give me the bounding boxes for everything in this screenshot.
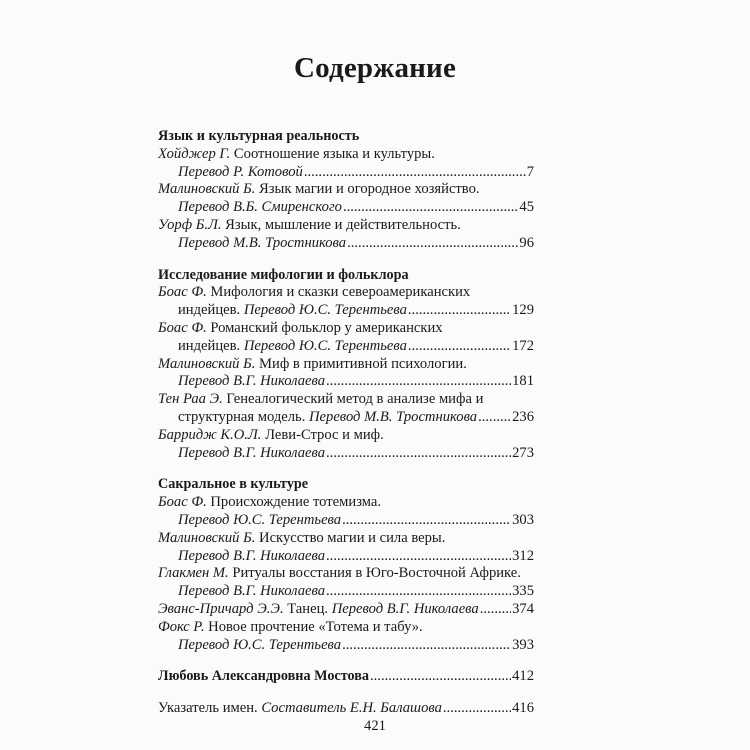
entry-title: Происхождение тотемизма. <box>206 494 382 511</box>
toc-entry <box>158 619 534 655</box>
entry-author: Барридж К.О.Л. <box>158 426 262 443</box>
entry-translator: Перевод М.В. Тростникова <box>178 234 347 251</box>
entry-page: 393 <box>512 636 534 653</box>
entry-title: Любовь Александровна Мостова <box>158 668 369 685</box>
entry-title: Ритуалы восстания в Юго-Восточной Африке. <box>228 565 521 582</box>
entry-translator: Перевод В.Г. Николаева <box>331 600 479 617</box>
index-label: Указатель имен. <box>158 700 262 717</box>
entry-title: Новое прочтение «Тотема и табу». <box>204 618 423 635</box>
leader-dots <box>304 164 526 182</box>
entry-page: 172 <box>512 337 534 354</box>
toc-entry <box>158 181 534 217</box>
leader-dots <box>342 512 511 530</box>
entry-title: Язык, мышление и действительность. <box>221 216 461 233</box>
leader-dots <box>343 199 518 217</box>
entry-title: Искусство магии и сила веры. <box>255 529 446 546</box>
entry-translator: Перевод В.Г. Николаева <box>178 444 326 461</box>
entry-translator: Перевод В.Г. Николаева <box>178 373 326 390</box>
entry-page: 96 <box>519 234 534 251</box>
page-title: Содержание <box>293 52 457 84</box>
leader-dots <box>408 302 511 320</box>
entry-title: Романский фольклор у американских <box>206 319 443 336</box>
entry-page: 129 <box>512 302 534 319</box>
toc-entry <box>158 494 534 530</box>
toc-section-1 <box>158 128 534 253</box>
toc-entry <box>158 284 534 320</box>
entry-author: Боас Ф. <box>158 494 207 511</box>
leader-dots <box>478 409 511 427</box>
leader-dots <box>326 445 511 463</box>
entry-title: Миф в примитивной психологии. <box>255 355 467 372</box>
toc-entry-mostova <box>158 668 534 686</box>
entry-author: Боас Ф. <box>158 284 207 301</box>
entry-translator: Перевод Р. Котовой <box>178 163 303 180</box>
entry-page: 236 <box>512 408 534 425</box>
toc-entry <box>158 146 534 182</box>
entry-translator: Перевод М.В. Тростникова <box>309 408 478 425</box>
index-compiler: Составитель Е.Н. Балашова <box>261 700 442 717</box>
toc-entry <box>158 530 534 566</box>
leader-dots <box>326 583 511 601</box>
entry-author: Малиновский Б. <box>158 529 256 546</box>
entry-title-cont: индейцев. <box>178 337 244 354</box>
entry-title: Генеалогический метод в анализе мифа и <box>222 391 484 408</box>
toc-entry-index <box>158 700 534 718</box>
toc-entry <box>158 217 534 253</box>
entry-title-cont: структурная модель. <box>178 408 310 425</box>
entry-title: Мифология и сказки североамериканских <box>206 284 471 301</box>
leader-dots <box>342 637 511 655</box>
section-title: Исследование мифологии и фольклора <box>158 266 409 283</box>
entry-author: Малиновский Б. <box>158 355 256 372</box>
entry-title: Язык магии и огородное хозяйство. <box>255 181 480 198</box>
entry-page: 303 <box>512 511 534 528</box>
entry-page: 412 <box>512 668 534 685</box>
toc-entry <box>158 391 534 427</box>
entry-author: Тен Раа Э. <box>158 391 223 408</box>
leader-dots <box>443 700 511 718</box>
entry-translator: Перевод Ю.С. Терентьева <box>178 636 342 653</box>
leader-dots <box>408 338 511 356</box>
entry-translator: Перевод Ю.С. Терентьева <box>243 337 407 354</box>
entry-translator: Перевод В.Б. Смиренского <box>178 199 342 216</box>
entry-page: 335 <box>512 583 534 600</box>
entry-page: 7 <box>526 163 534 180</box>
toc-section-3 <box>158 476 534 654</box>
entry-translator: Перевод Ю.С. Терентьева <box>178 511 342 528</box>
entry-author: Хойджер Г. <box>158 145 231 162</box>
entry-title: Леви-Строс и миф. <box>261 426 384 443</box>
toc-entry <box>158 356 534 392</box>
entry-author: Фокс Р. <box>158 618 205 635</box>
leader-dots <box>347 235 518 253</box>
entry-page: 45 <box>519 199 534 216</box>
toc-entry <box>158 565 534 601</box>
entry-title: Танец. <box>283 600 332 617</box>
section-title: Язык и культурная реальность <box>158 128 360 144</box>
page-number: 421 <box>364 718 386 734</box>
entry-page: 181 <box>512 373 534 390</box>
entry-author: Боас Ф. <box>158 319 207 336</box>
toc-section-2 <box>158 267 534 463</box>
table-of-contents <box>158 128 534 718</box>
entry-page: 374 <box>512 600 534 617</box>
section-title: Сакральное в культуре <box>158 476 309 493</box>
entry-author: Уорф Б.Л. <box>158 216 222 233</box>
entry-title-cont: индейцев. <box>178 302 244 319</box>
entry-author: Глакмен М. <box>158 565 229 582</box>
leader-dots <box>326 373 511 391</box>
entry-author: Малиновский Б. <box>158 181 256 198</box>
entry-title: Соотношение языка и культуры. <box>230 145 435 162</box>
entry-page: 416 <box>512 700 534 717</box>
leader-dots <box>370 668 511 686</box>
entry-page: 312 <box>512 547 534 564</box>
leader-dots <box>480 601 511 619</box>
entry-translator: Перевод В.Г. Николаева <box>178 547 326 564</box>
toc-entry <box>158 601 534 619</box>
leader-dots <box>326 548 511 566</box>
entry-translator: Перевод Ю.С. Терентьева <box>243 302 407 319</box>
toc-entry <box>158 320 534 356</box>
toc-entry <box>158 427 534 463</box>
entry-translator: Перевод В.Г. Николаева <box>178 583 326 600</box>
entry-page: 273 <box>512 444 534 461</box>
entry-author: Эванс-Причард Э.Э. <box>158 600 284 617</box>
